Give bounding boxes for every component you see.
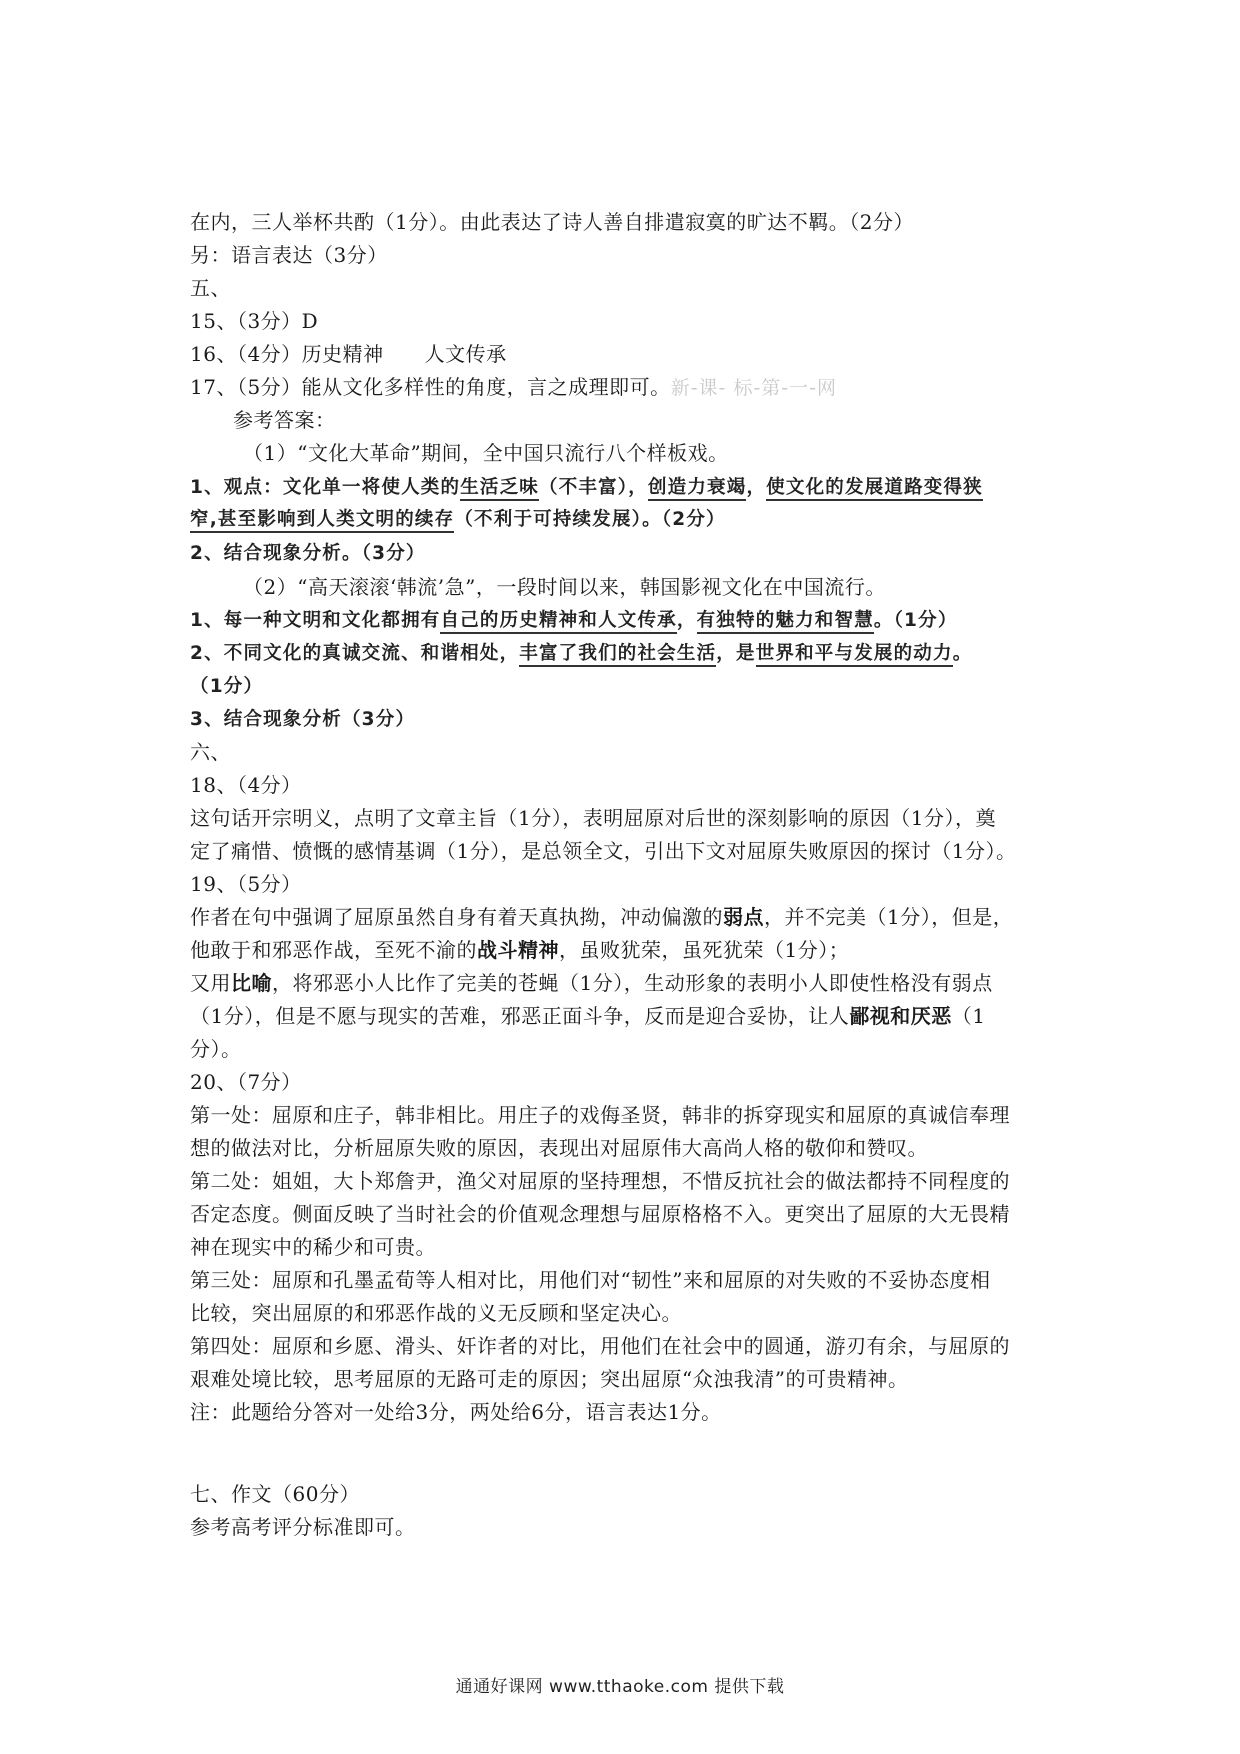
text-line: 第二处：姐姐，大卜郑詹尹，渔父对屈原的坚持理想，不惜反抗社会的做法都持不同程度的 <box>190 1169 1010 1193</box>
text-line: 在内，三人举杯共酌（1分）。由此表达了诗人善自排遣寂寞的旷达不羁。（2分） <box>190 210 914 234</box>
handwritten-line <box>190 637 1070 670</box>
text-line <box>190 967 1070 1000</box>
handwritten-line <box>190 503 1070 536</box>
underlined-text: 丰富了我们的社会生活 <box>519 643 716 667</box>
bold-text: 弱点 <box>723 905 764 929</box>
text-span: （1分），但是不愿与现实的苦难，邪恶正面斗争，反而是迎合妥协，让人 <box>190 1004 850 1028</box>
text-line: 分）。 <box>190 1037 242 1061</box>
text-span: 1、观点：文化单一将使人类的 <box>190 477 461 498</box>
text-line: 想的做法对比，分析屈原失败的原因，表现出对屈原伟大高尚人格的敬仰和赞叹。 <box>190 1136 928 1160</box>
text-line: 第一处：屈原和庄子，韩非相比。用庄子的戏侮圣贤，韩非的拆穿现实和屈原的真诚信奉理 <box>190 1103 1010 1127</box>
text-span: （1 <box>951 1004 986 1028</box>
text-line: 参考答案： <box>233 408 336 432</box>
watermark-text: 新-课- 标-第-一-网 <box>670 377 838 399</box>
text-line: 定了痛惜、愤慨的感情基调（1分），是总领全文，引出下文对屈原失败原因的探讨（1分）。 <box>190 839 1017 863</box>
text-span: ，将邪恶小人比作了完美的苍蝇（1分），生动形象的表明小人即使性格没有弱点 <box>272 971 993 995</box>
bold-text: 鄙视和厌恶 <box>849 1004 952 1028</box>
text-line: 参考高考评分标准即可。 <box>190 1515 416 1539</box>
underlined-text: 使文化的发展道路变得狭 <box>766 477 983 501</box>
text-line: （2）“高天滚滚‘韩流’急”，一段时间以来，韩国影视文化在中国流行。 <box>243 575 886 599</box>
handwritten-line: 3、结合现象分析（3分） <box>190 709 416 730</box>
text-span: 作者在句中强调了屈原虽然自身有着天真执拗，冲动偏激的 <box>190 905 723 929</box>
text-span: 。（1分） <box>873 610 958 631</box>
text-line <box>190 1000 1070 1033</box>
answer-text: 17、（5分）能从文化多样性的角度，言之成理即可。 <box>190 375 671 399</box>
text-span: ， <box>676 610 697 631</box>
handwritten-line <box>190 604 1070 637</box>
answer-line <box>190 371 1070 405</box>
text-line: 艰难处境比较，思考屈原的无路可走的原因；突出屈原“众浊我清”的可贵精神。 <box>190 1367 909 1391</box>
text-span: ， <box>746 477 767 498</box>
text-line: 否定态度。侧面反映了当时社会的价值观念理想与屈原格格不入。更突出了屈原的大无畏精 <box>190 1202 1010 1226</box>
text-line: 第四处：屈原和乡愿、滑头、奸诈者的对比，用他们在社会中的圆通，游刃有余，与屈原的 <box>190 1334 1010 1358</box>
bold-text: 比喻 <box>231 971 272 995</box>
handwritten-line: 2、结合现象分析。（3分） <box>190 543 426 564</box>
section-heading: 六、 <box>190 740 231 764</box>
text-span: 他敢于和邪恶作战，至死不渝的 <box>190 938 477 962</box>
answer-line: 19、（5分） <box>190 872 302 896</box>
text-span: ，并不完美（1分），但是， <box>764 905 1014 929</box>
text-span: （不丰富）， <box>539 477 648 498</box>
text-span: （不利于可持续发展）。（2分） <box>454 509 726 530</box>
text-line: 这句话开宗明义，点明了文章主旨（1分），表明屈原对后世的深刻影响的原因（1分），奠 <box>190 806 996 830</box>
text-line: 比较，突出屈原的和邪恶作战的义无反顾和坚定决心。 <box>190 1301 682 1325</box>
page-footer: 通通好课网 www.tthaoke.com 提供下载 <box>455 1677 785 1697</box>
answer-line: 18、（4分） <box>190 773 302 797</box>
text-line: 另：语言表达（3分） <box>190 243 388 267</box>
text-span: ，虽败犹荣，虽死犹荣（1分）； <box>559 938 850 962</box>
answer-line: 20、（7分） <box>190 1070 302 1094</box>
text-span: 1、每一种文明和文化都拥有 <box>190 610 441 631</box>
answer-line: 16、（4分）历史精神 人文传承 <box>190 342 507 366</box>
answer-line: 15、（3分）D <box>190 309 319 333</box>
underlined-text: 有独特的魅力和智慧 <box>697 610 874 634</box>
text-span: 2、不同文化的真诚交流、和谐相处， <box>190 643 520 664</box>
section-heading: 五、 <box>190 276 231 300</box>
text-line <box>190 901 1070 934</box>
underlined-text: 生活乏味 <box>460 477 539 501</box>
text-line <box>190 934 1070 967</box>
text-span: ，是 <box>716 643 756 664</box>
text-line: 神在现实中的稀少和可贵。 <box>190 1235 436 1259</box>
section-heading: 七、作文（60分） <box>190 1482 360 1506</box>
text-span: 。 <box>952 643 973 664</box>
bold-text: 战斗精神 <box>477 938 559 962</box>
text-line: （1）“文化大革命”期间，全中国只流行八个样板戏。 <box>243 441 729 465</box>
underlined-text: 创造力衰竭 <box>648 477 747 501</box>
underlined-text: 窄,甚至影响到人类文明的续存 <box>190 509 454 533</box>
handwritten-line: （1分） <box>190 676 264 697</box>
handwritten-line <box>190 471 1070 504</box>
underlined-text: 世界和平与发展的动力 <box>756 643 953 667</box>
text-line: 第三处：屈原和孔墨孟荀等人相对比，用他们对“韧性”来和屈原的对失败的不妥协态度相 <box>190 1268 991 1292</box>
text-span: 又用 <box>190 971 231 995</box>
note-line: 注：此题给分答对一处给3分，两处给6分，语言表达1分。 <box>190 1400 722 1424</box>
underlined-text: 自己的历史精神和人文传承 <box>440 610 676 634</box>
